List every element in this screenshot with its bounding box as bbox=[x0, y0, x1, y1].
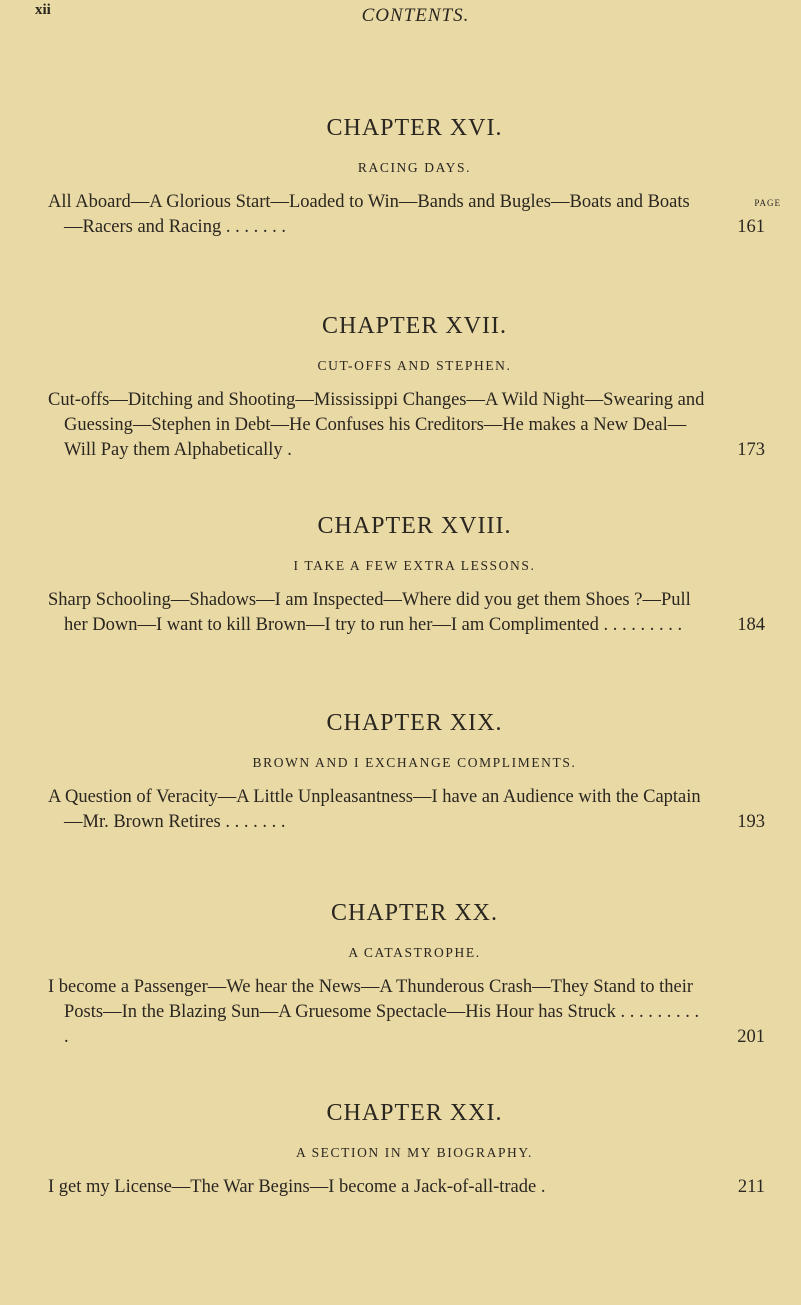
chapter-subtitle: BROWN AND I EXCHANGE COMPLIMENTS. bbox=[252, 755, 577, 770]
chapter-summary: I get my License—The War Begins—I become a Jack-of-all-trade . bbox=[48, 1177, 546, 1197]
chapter-summary: I become a Passenger—We hear the News—A Thunderous Crash—They Stand to their Posts—In the Blazing Sun—A Gruesome Spectacle—His Hour has Struck . . . . . . . . . . bbox=[48, 977, 700, 1047]
chapter-section bbox=[0, 313, 801, 463]
chapter-subtitle: I TAKE A FEW EXTRA LESSONS. bbox=[293, 558, 536, 573]
chapter-title: CHAPTER XIX. bbox=[326, 710, 503, 736]
chapter-summary: All Aboard—A Glorious Start—Loaded to Win—Bands and Bugles—Boats and Boats—Racers and Racing . . . . . . . bbox=[48, 192, 690, 237]
chapter-section bbox=[0, 710, 801, 835]
chapter-entry bbox=[48, 1175, 765, 1200]
page-number-folio: xii bbox=[35, 2, 51, 18]
chapter-entry bbox=[48, 388, 765, 463]
running-title: CONTENTS. bbox=[361, 5, 470, 26]
chapter-section bbox=[0, 900, 801, 1050]
chapter-summary: Cut-offs—Ditching and Shooting—Mississippi Changes—A Wild Night—Swearing and Guessing—Stephen in Debt—He Confuses his Creditors—He makes a New Deal—Will Pay them Alphabetically . bbox=[48, 390, 705, 460]
chapter-subtitle: CUT-OFFS AND STEPHEN. bbox=[317, 358, 512, 373]
chapter-title: CHAPTER XVI. bbox=[326, 115, 503, 141]
chapter-subtitle: RACING DAYS. bbox=[357, 160, 472, 175]
chapter-title: CHAPTER XXI. bbox=[326, 1100, 503, 1126]
chapter-subtitle: A CATASTROPHE. bbox=[348, 945, 481, 960]
chapter-summary: A Question of Veracity—A Little Unpleasantness—I have an Audience with the Captain—Mr. Brown Retires . . . . . . . bbox=[48, 787, 701, 832]
chapter-title: CHAPTER XVII. bbox=[322, 313, 507, 339]
chapter-page: 173 bbox=[737, 440, 765, 460]
chapter-page: 184 bbox=[737, 615, 765, 635]
chapter-page: 161 bbox=[737, 217, 765, 237]
chapter-page: 211 bbox=[737, 1177, 765, 1197]
chapter-entry bbox=[48, 785, 765, 835]
chapter-page: 193 bbox=[737, 812, 765, 832]
page-column-label: PAGE bbox=[754, 198, 781, 208]
chapter-entry bbox=[48, 190, 765, 240]
chapter-summary: Sharp Schooling—Shadows—I am Inspected—Where did you get them Shoes ?—Pull her Down—I want to kill Brown—I try to run her—I am Complimented . . . . . . . . . bbox=[48, 590, 691, 635]
chapter-page: 201 bbox=[737, 1027, 765, 1047]
chapter-section bbox=[0, 513, 801, 638]
chapter-section bbox=[0, 115, 801, 240]
chapter-entry bbox=[48, 975, 765, 1050]
chapter-subtitle: A SECTION IN MY BIOGRAPHY. bbox=[296, 1145, 533, 1160]
chapter-section bbox=[0, 1100, 801, 1200]
chapter-entry bbox=[48, 588, 765, 638]
chapter-title: CHAPTER XX. bbox=[330, 900, 498, 926]
chapter-title: CHAPTER XVIII. bbox=[317, 513, 512, 539]
